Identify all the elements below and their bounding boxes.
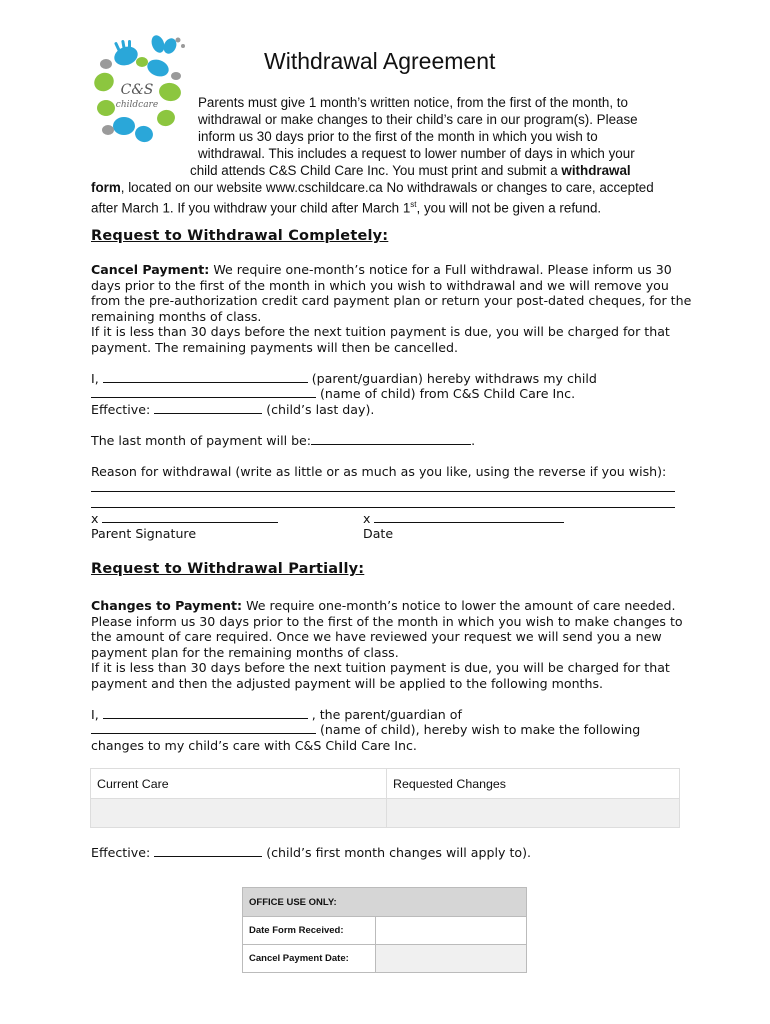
date-line: x: [363, 511, 564, 526]
guardian-line: I, , the parent/guardian of: [91, 707, 462, 722]
care-table: [90, 768, 680, 828]
column-header-requested-changes: Requested Changes: [387, 769, 680, 799]
cancel-payment-date-cell[interactable]: [376, 945, 527, 973]
page-title: Withdrawal Agreement: [264, 48, 496, 74]
date-form-received-label: Date Form Received:: [243, 917, 376, 945]
svg-text:childcare: childcare: [115, 100, 159, 110]
last-month-line: The last month of payment will be: .: [91, 433, 476, 448]
section-heading-full: Request to Withdrawal Completely:: [91, 228, 389, 244]
svg-text:C&S: C&S: [120, 82, 154, 98]
office-use-table: [242, 887, 527, 973]
signature-line: x: [91, 511, 278, 526]
guardian-name-field[interactable]: [103, 371, 308, 383]
child-line: (name of child) from C&S Child Care Inc.: [91, 386, 575, 401]
paragraph-line: Please inform us 30 days prior to the first of the month in which you wish to make changes to: [91, 614, 683, 629]
intro-line: withdrawal or make changes to their child’s care in our program(s). Please: [198, 112, 638, 127]
cs-childcare-logo: [86, 34, 188, 152]
effective-line: Effective: (child’s last day).: [91, 402, 375, 417]
intro-line: inform us 30 days prior to the first of the month in which you wish to: [198, 129, 598, 144]
paragraph-line: If it is less than 30 days before the next tuition payment is due, you will be charged for that: [91, 324, 670, 339]
intro-line: form, located on our website www.cschildcare.ca No withdrawals or changes to care, accepted: [91, 180, 654, 195]
paragraph-line: from the pre-authorization credit card payment plan or return your post-dated cheques, for the: [91, 293, 692, 308]
first-month-field[interactable]: [154, 845, 262, 857]
changes-line: changes to my child’s care with C&S Child Care Inc.: [91, 738, 417, 753]
parent-signature-label: Parent Signature: [91, 526, 197, 541]
child-line: (name of child), hereby wish to make the following: [91, 722, 640, 737]
hands-logo-icon: [86, 34, 188, 152]
reason-label: Reason for withdrawal (write as little or as much as you like, using the reverse if you wish):: [91, 464, 667, 479]
intro-line: after March 1. If you withdraw your child after March 1st, you will not be given a refund.: [91, 200, 602, 216]
last-day-field[interactable]: [154, 402, 262, 414]
effective-line: Effective: (child’s first month changes will apply to).: [91, 845, 532, 860]
reason-line-1[interactable]: [91, 491, 675, 492]
paragraph-line: the amount of care required. Once we have reviewed your request we will send you a new: [91, 629, 662, 644]
intro-line: Parents must give 1 month’s written notice, from the first of the month, to: [198, 95, 628, 110]
cancel-payment-date-label: Cancel Payment Date:: [243, 945, 376, 973]
paragraph-line: Changes to Payment: We require one-month’s notice to lower the amount of care needed.: [91, 598, 676, 613]
paragraph-line: If it is less than 30 days before the next tuition payment is due, you will be charged for that: [91, 660, 670, 675]
section-heading-partial: Request to Withdrawal Partially:: [91, 561, 365, 577]
paragraph-line: payment. The remaining payments will then be cancelled.: [91, 340, 459, 355]
paragraph-line: payment plan for the remaining months of class.: [91, 645, 399, 660]
intro-line: child attends C&S Child Care Inc. You must print and submit a withdrawal: [190, 163, 631, 178]
date-form-received-cell[interactable]: [376, 917, 527, 945]
current-care-cell[interactable]: [91, 799, 387, 828]
paragraph-line: Cancel Payment: We require one-month’s notice for a Full withdrawal. Please inform us 30: [91, 262, 672, 277]
date-label: Date: [363, 526, 394, 541]
date-field[interactable]: [374, 511, 564, 523]
guardian-line: I, (parent/guardian) hereby withdraws my child: [91, 371, 597, 386]
child-name-field[interactable]: [91, 722, 316, 734]
parent-signature-field[interactable]: [102, 511, 278, 523]
paragraph-line: payment and then the adjusted payment will be applied to the following months.: [91, 676, 604, 691]
requested-changes-cell[interactable]: [387, 799, 680, 828]
office-use-header: OFFICE USE ONLY:: [243, 888, 527, 917]
guardian-name-field[interactable]: [103, 707, 308, 719]
last-month-field[interactable]: [311, 433, 471, 445]
paragraph-line: days prior to the first of the month in which you wish to withdrawal and we will remove you: [91, 278, 669, 293]
reason-line-2[interactable]: [91, 507, 675, 508]
column-header-current-care: Current Care: [91, 769, 387, 799]
child-name-field[interactable]: [91, 386, 316, 398]
intro-line: withdrawal. This includes a request to lower number of days in which your: [198, 146, 635, 161]
paragraph-line: remaining months of class.: [91, 309, 262, 324]
